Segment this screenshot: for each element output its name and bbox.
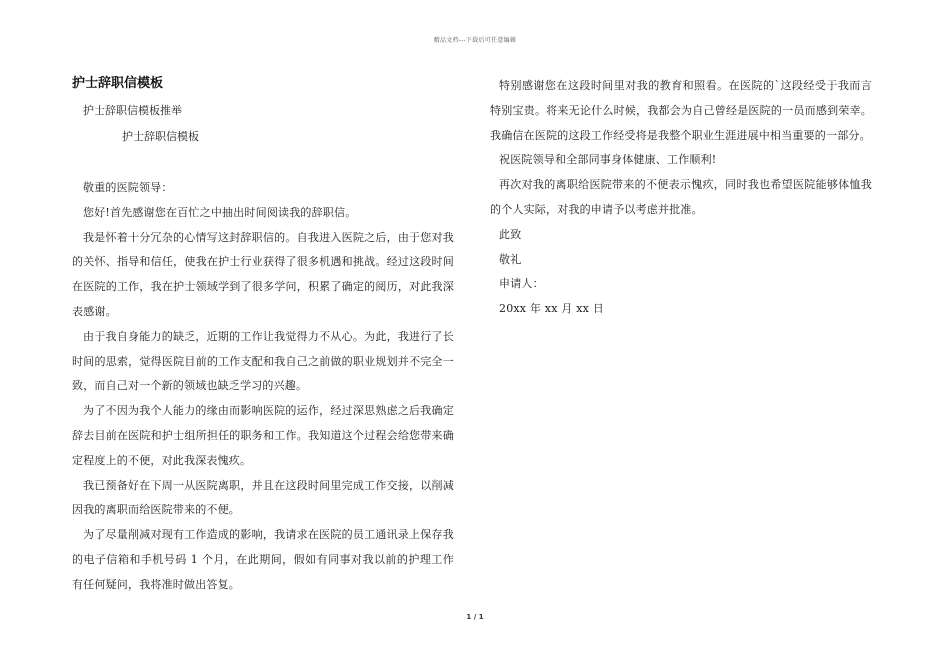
subtitle: 护士辞职信模板推举: [83, 104, 182, 117]
closing-regards: 敬礼: [499, 252, 522, 266]
paragraph: 您好!首先感谢您在百忙之中抽出时间阅读我的辞职信。: [83, 205, 357, 219]
greeting: 敬重的医院领导：: [83, 181, 173, 194]
paragraph: 特别感谢您在这段时间里对我的教育和照看。在医院的`这段经受于我而言特别宝贵。将来无论什么时候，我都会为自己曾经是医院的一员而感到荣幸。我确信在医院的这段工作经受将是我整个职业生涯进展中相当重要的一部分。: [490, 79, 872, 142]
left-column: [72, 74, 454, 598]
paragraph: 再次对我的离职给医院带来的不便表示愧疚，同时我也希望医院能够体恤我的个人实际，对我的申请予以考虑并批准。: [490, 178, 872, 216]
blank-line: [72, 150, 454, 176]
paragraph: 为了不因为我个人能力的缘由而影响医院的运作，经过深思熟虑之后我确定辞去目前在医院和护士组所担任的职务和工作。我知道这个过程会给您带来确定程度上的不便，对此我深表愧疚。: [72, 404, 454, 467]
paragraph: 我是怀着十分冗杂的心情写这封辞职信的。自我进入医院之后，由于您对我的关怀、指导和信任，使我在护士行业获得了很多机遇和挑战。经过这段时间在医院的工作，我在护士领域学到了很多学问，积累了确定的阅历，对此我深表感谢。: [72, 230, 454, 318]
page-number: 1 / 1: [466, 613, 484, 621]
paragraph: 我已预备好在下周一从医院离职，并且在这段时间里完成工作交接，以削减因我的离职而给医院带来的不便。: [72, 478, 454, 517]
paragraph: 祝医院领导和全部同事身体健康、工作顺利!: [499, 153, 717, 167]
closing-salutation: 此致: [499, 227, 522, 241]
applicant-label: 申请人：: [499, 277, 544, 291]
paragraph: 为了尽量削减对现有工作造成的影响，我请求在医院的员工通讯录上保存我的电子信箱和手机号码 1 个月，在此期间，假如有同事对我以前的护理工作有任何疑问，我将准时做出答复。: [72, 528, 454, 591]
paragraph: 由于我自身能力的缺乏，近期的工作让我觉得力不从心。为此，我进行了长时间的思索，觉得医院目前的工作支配和我自己之前做的职业规划并不完全一致，而自己对一个新的领域也缺乏学习的兴趣。: [72, 329, 454, 393]
document-title: 护士辞职信模板: [72, 76, 164, 91]
header-note: 精品文档---下载后可任意编辑: [433, 37, 517, 44]
right-column: [490, 74, 872, 322]
subtitle-secondary: 护士辞职信模板: [122, 130, 199, 143]
date-line: 20xx 年 xx 月 xx 日: [499, 302, 604, 316]
